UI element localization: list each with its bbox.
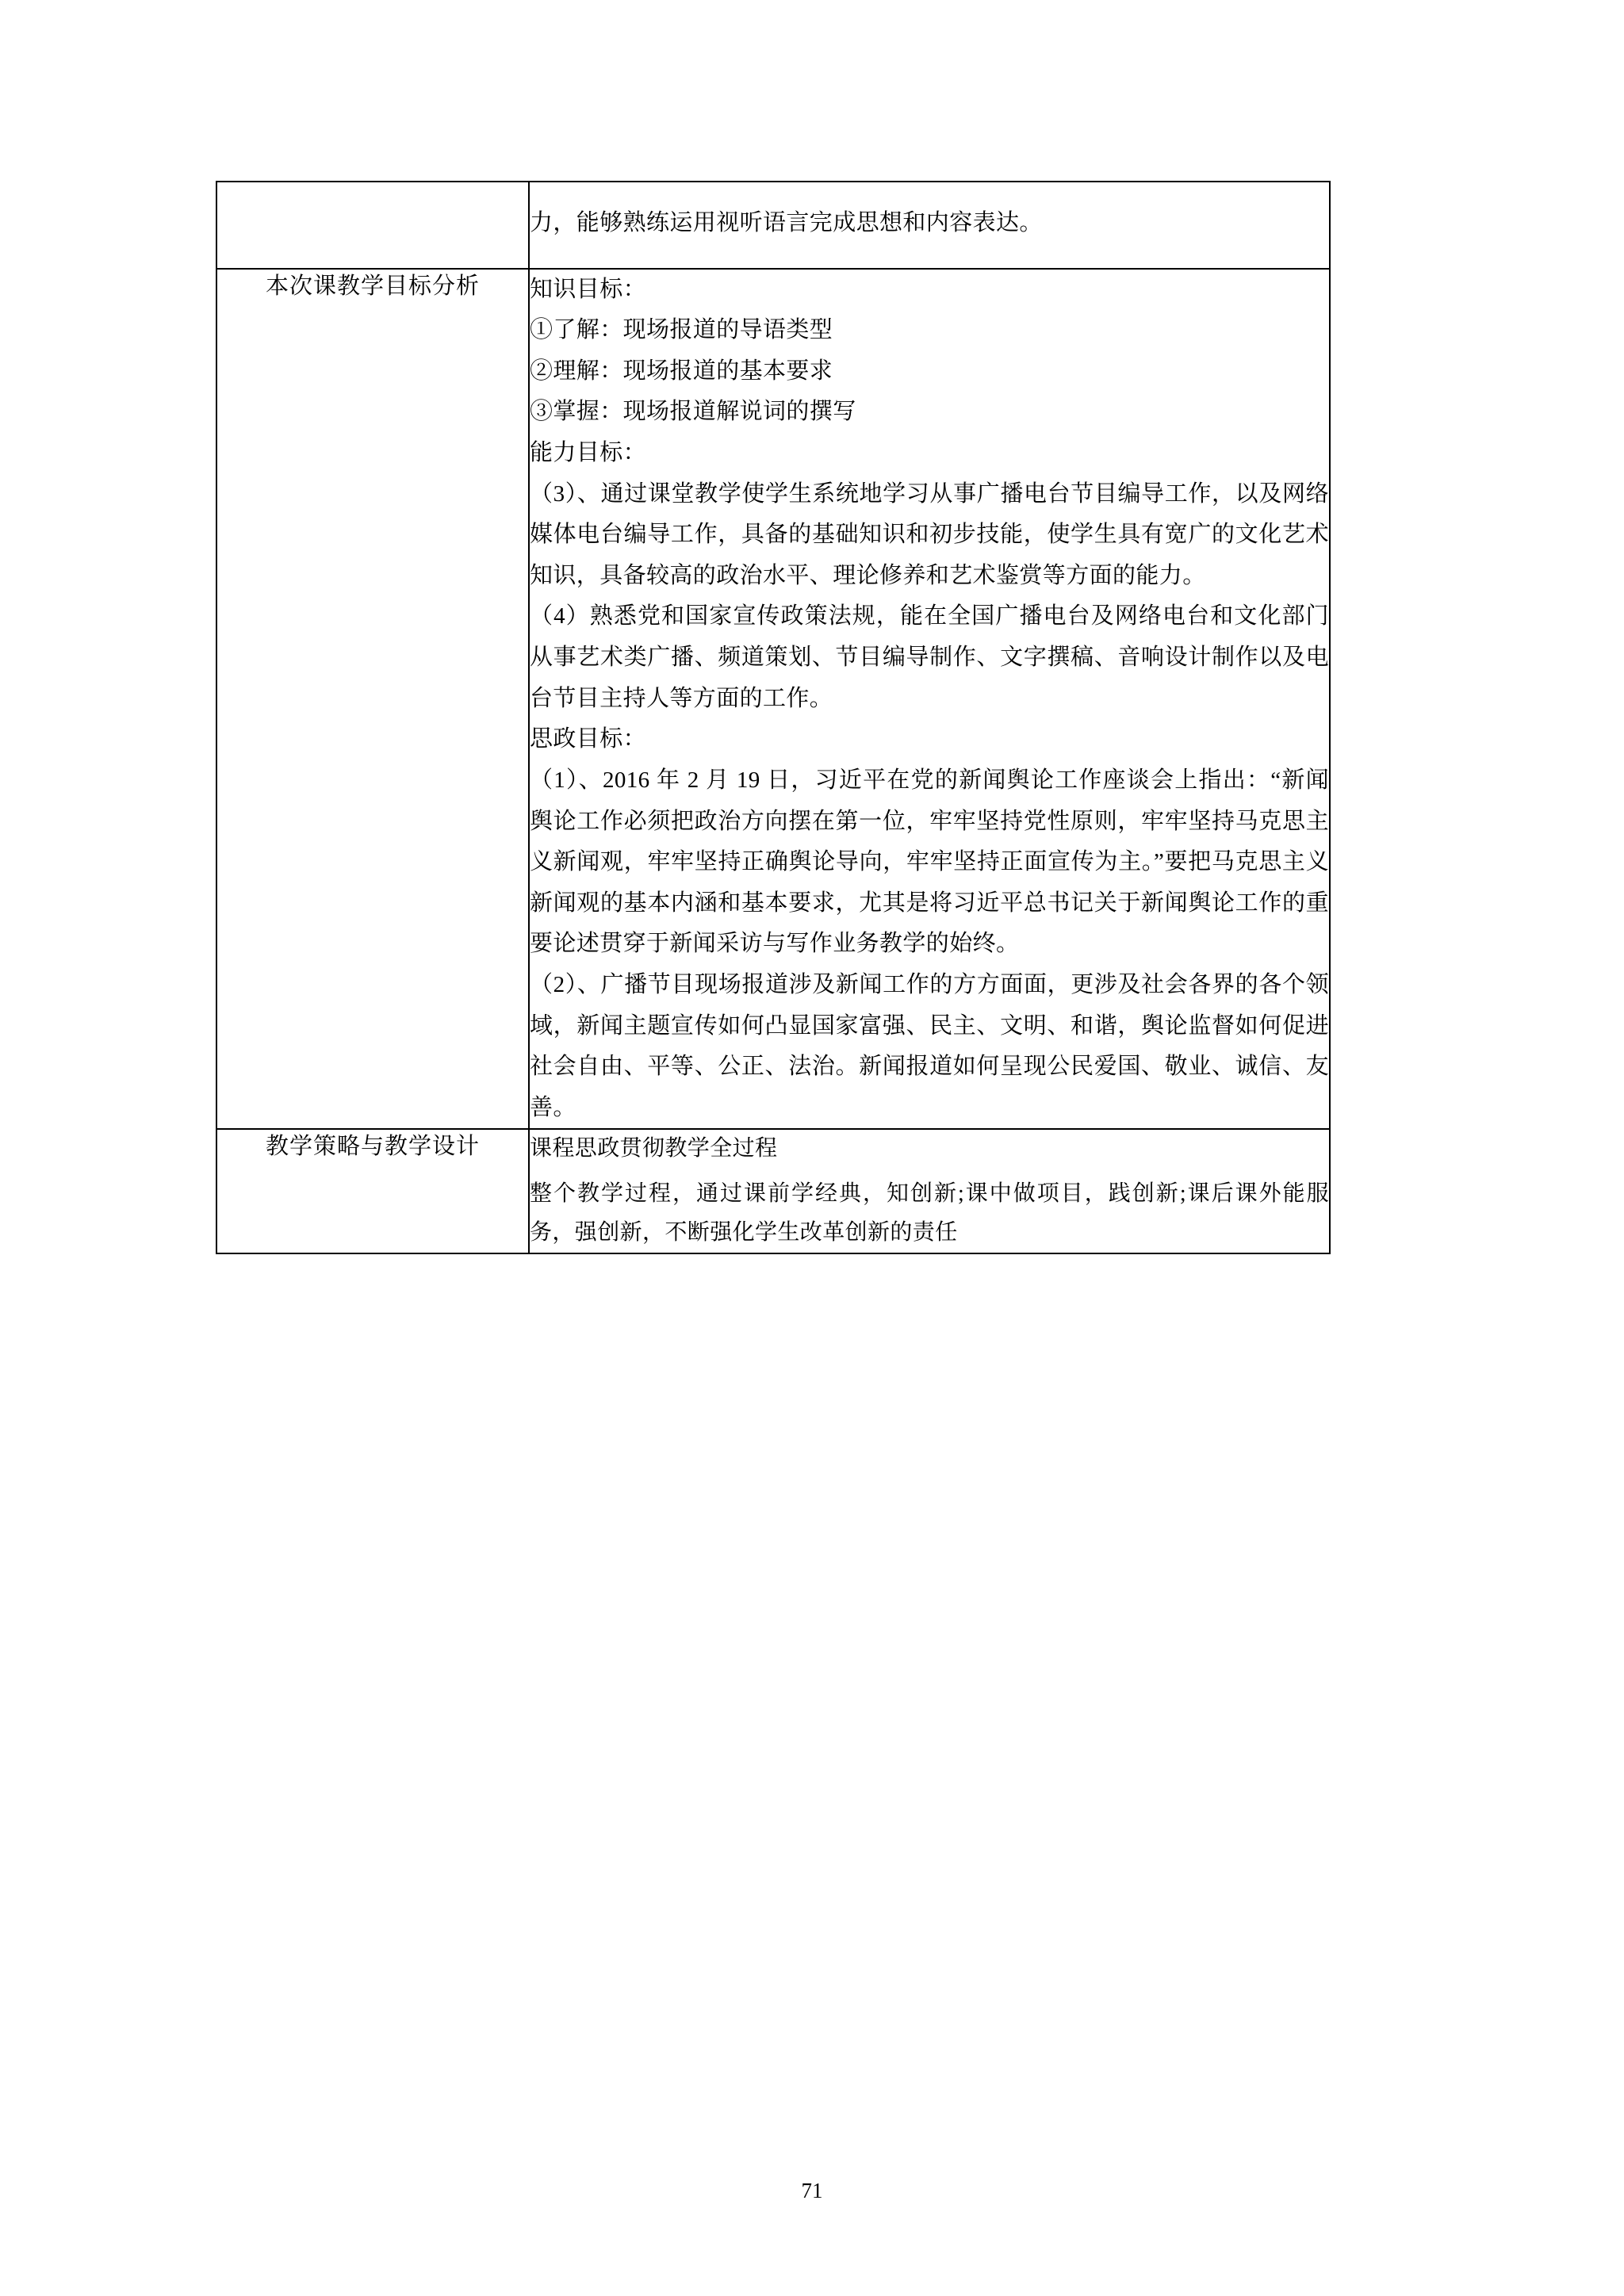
paragraph: 整个教学过程，通过课前学经典，知创新;课中做项目，践创新;课后课外能服务，强创新，不断强化学生改革创新的责任 xyxy=(530,1181,1329,1245)
paragraph: （2）、广播节目现场报道涉及新闻工作的方方面面，更涉及社会各界的各个领域，新闻主题宣传如何凸显国家富强、民主、文明、和谐，舆论监督如何促进社会自由、平等、公正、法治。新闻报道如何呈现公民爱国、敬业、诚信、友善。 xyxy=(530,971,1329,1120)
row-content-cell xyxy=(529,182,1330,269)
table-row xyxy=(216,1129,1330,1253)
row-label-cell: 本次课教学目标分析 xyxy=(216,269,529,1130)
paragraph: 力，能够熟练运用视听语言完成思想和内容表达。 xyxy=(530,210,1043,235)
row-label-cell xyxy=(216,182,529,269)
page-number: 71 xyxy=(801,2179,823,2202)
paragraph: ③掌握：现场报道解说词的撰写 xyxy=(530,399,856,425)
paragraph: 思政目标： xyxy=(530,726,647,752)
paragraph: （4）熟悉党和国家宣传政策法规，能在全国广播电台及网络电台和文化部门从事艺术类广播、频道策划、节目编导制作、文字撰稿、音响设计制作以及电台节目主持人等方面的工作。 xyxy=(530,603,1329,711)
paragraph: （1）、2016 年 2 月 19 日，习近平在党的新闻舆论工作座谈会上指出：“新闻舆论工作必须把政治方向摆在第一位，牢牢坚持党性原则，牢牢坚持马克思主义新闻观，牢牢坚持正确舆论导向，牢牢坚持正面宣传为主。”要把马克思主义新闻观的基本内涵和基本要求，尤其是将习近平总书记关于新闻舆论工作的重要论述贯穿于新闻采访与写作业务教学的始终。 xyxy=(530,767,1329,957)
table-row xyxy=(216,269,1330,1130)
paragraph: ②理解：现场报道的基本要求 xyxy=(530,358,833,384)
paragraph: 课程思政贯彻教学全过程 xyxy=(530,1136,778,1161)
row-content-cell xyxy=(529,269,1330,1130)
paragraph: 知识目标： xyxy=(530,276,647,302)
paragraph: 能力目标： xyxy=(530,440,647,466)
row-content-cell xyxy=(529,1129,1330,1253)
paragraph: ①了解：现场报道的导语类型 xyxy=(530,317,833,343)
row-label-cell: 教学策略与教学设计 xyxy=(216,1129,529,1253)
lesson-plan-table xyxy=(216,181,1331,1254)
paragraph: （3）、通过课堂教学使学生系统地学习从事广播电台节目编导工作，以及网络媒体电台编导工作，具备的基础知识和初步技能，使学生具有宽广的文化艺术知识，具备较高的政治水平、理论修养和艺术鉴赏等方面的能力。 xyxy=(530,480,1329,588)
table-row xyxy=(216,182,1330,269)
